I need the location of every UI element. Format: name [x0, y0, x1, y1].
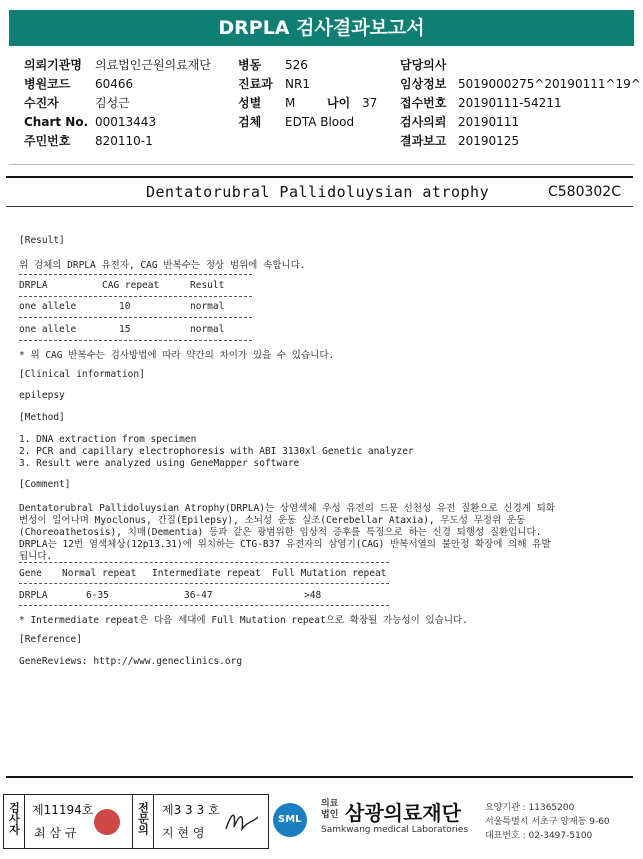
value-chart-no: 00013443 [95, 115, 157, 129]
org-address: 서울특별시 서초구 양재동 9-60 [485, 817, 610, 827]
org-name: 삼광의료재단 [345, 801, 461, 825]
result-table-bottom-rule [19, 340, 252, 341]
label-age: 나이 [327, 96, 351, 110]
label-patient: 수진자 [24, 96, 59, 110]
reference-header: [Reference] [19, 634, 82, 645]
value-resident-no: 820110-1 [95, 134, 153, 148]
info-col1 [24, 56, 88, 151]
label-hospital-code: 병원코드 [24, 77, 71, 91]
value-doctor [458, 56, 641, 75]
comment-line-1: Dentatorubral Pallidoluysian Atrophy(DRPLA)는 상염색체 우성 유전의 드문 선천성 유전 질환으로 신경계 퇴화 [19, 503, 556, 514]
value-patient: 김성근 [95, 96, 130, 110]
table-row-2-allele: one allele [19, 324, 77, 335]
method-item-3: 3. Result were analyzed using GeneMapper software [19, 458, 300, 469]
report-test-code: C580302C [548, 184, 621, 200]
specialist-license: 제3 3 3 호 [162, 803, 220, 817]
comment-line-2: 변성이 일어나며 Myoclonus, 간질(Epilepsy), 소뇌성 운동 실조(Cerebellar Ataxia), 무도성 무정위 운동 [19, 515, 526, 526]
label-clinical: 임상정보 [400, 77, 447, 91]
org-english-name: Samkwang medical Laboratories [321, 825, 469, 835]
info-age [327, 94, 377, 113]
value-ward: 526 [285, 58, 308, 72]
title-underline [6, 206, 633, 207]
result-col-drpla: DRPLA [19, 280, 48, 291]
label-sex: 성별 [238, 96, 262, 110]
method-item-1: 1. DNA extraction from specimen [19, 434, 197, 445]
report-test-name: Dentatorubral Pallidoluysian atrophy [146, 183, 490, 201]
result-col-result: Result [190, 280, 225, 291]
gene-table-header-rule [19, 583, 389, 584]
value-department: NR1 [285, 77, 310, 91]
inspector-label: 검사자 [7, 802, 21, 835]
inspector-name: 최 삼 규 [34, 826, 77, 840]
label-chart-no: Chart No. [24, 115, 89, 129]
result-col-cag: CAG repeat [102, 280, 160, 291]
info-divider [9, 164, 634, 165]
value-requested: 20190111 [458, 115, 520, 129]
inspector-license: 제11194호 [32, 803, 94, 817]
value-accession: 20190111-54211 [458, 96, 562, 110]
label-specimen: 검체 [238, 115, 262, 129]
gene-row-full: >48 [304, 590, 322, 601]
value-sex: M [285, 96, 296, 110]
result-text: 위 검체의 DRPLA 유전자, CAG 반복수는 정상 범위에 속합니다. [19, 260, 306, 271]
clinical-header: [Clinical information] [19, 369, 145, 380]
label-reported: 결과보고 [400, 134, 447, 148]
gene-col-full: Full Mutation repeat [272, 568, 387, 579]
method-item-2: 2. PCR and capillary electrophoresis with ABI 3130xl Genetic analyzer [19, 446, 414, 457]
value-institution: 의료법인근원의료재단 [95, 58, 211, 72]
clinical-text: epilepsy [19, 390, 65, 401]
comment-line-5: 됩니다. [19, 551, 53, 562]
value-reported: 20190125 [458, 134, 520, 148]
result-note: * 위 CAG 반복수는 검사방법에 따라 약간의 차이가 있을 수 있습니다. [19, 350, 335, 361]
specialist-label: 전문의 [136, 802, 150, 835]
inspector-seal-icon [94, 809, 120, 835]
sig-divider-1 [24, 795, 25, 848]
label-doctor: 담당의사 [400, 58, 447, 72]
label-institution: 의뢰기관명 [24, 58, 82, 72]
org-institution-code: 요양기관 : 11365200 [485, 803, 575, 813]
label-requested: 검사의뢰 [400, 115, 447, 129]
value-age: 37 [362, 96, 378, 110]
comment-header: [Comment] [19, 479, 71, 490]
gene-col-gene: Gene [19, 568, 42, 579]
value-hospital-code: 60466 [95, 77, 134, 91]
gene-col-intermediate: Intermediate repeat [152, 568, 261, 579]
gene-row-intermediate: 36-47 [184, 590, 213, 601]
value-specimen: EDTA Blood [285, 115, 355, 129]
value-clinical: 5019000275^20190111^19^ [458, 77, 641, 91]
lab-logo-icon: SML [273, 803, 307, 837]
gene-table-bottom-rule [19, 605, 389, 606]
info-col2 [238, 56, 273, 132]
gene-col-normal: Normal repeat [62, 568, 137, 579]
sig-divider-2 [132, 795, 133, 848]
report-title-banner: DRPLA 검사결과보고서 [9, 10, 634, 46]
result-table-top-rule [19, 274, 252, 275]
org-prefix: 의료법인 [321, 799, 339, 820]
report-body [6, 176, 633, 778]
table-row-1-cag: 10 [119, 301, 131, 312]
label-ward: 병동 [238, 58, 262, 72]
comment-line-3: (Choreoathetosis), 치매(Dementia) 등과 같은 광범위한 임상적 증후를 특징으로 하는 신경 퇴행성 질환입니다. [19, 527, 542, 538]
signature-icon [222, 807, 262, 837]
table-row-1-allele: one allele [19, 301, 77, 312]
specialist-name: 지 현 영 [162, 826, 205, 840]
gene-row-normal: 6-35 [86, 590, 109, 601]
reference-link[interactable]: GeneReviews: http://www.geneclinics.org [19, 656, 243, 667]
result-header: [Result] [19, 235, 65, 246]
info-col3 [400, 56, 446, 151]
table-row-2-cag: 15 [119, 324, 131, 335]
sig-divider-3 [153, 795, 154, 848]
result-row-rule [19, 317, 252, 318]
label-accession: 접수번호 [400, 96, 447, 110]
info-col3-values [458, 56, 641, 151]
info-col1-values [95, 56, 211, 151]
report-title-row [6, 178, 633, 204]
label-department: 진료과 [238, 77, 273, 91]
gene-table-top-rule [19, 562, 389, 563]
label-resident-no: 주민번호 [24, 134, 71, 148]
org-phone: 대표번호 : 02-3497-5100 [485, 831, 593, 841]
table-row-2-result: normal [190, 324, 225, 335]
result-table-header-rule [19, 296, 252, 297]
report-footer [3, 794, 639, 850]
method-header: [Method] [19, 412, 65, 423]
table-row-1-result: normal [190, 301, 225, 312]
signature-box [3, 794, 269, 849]
gene-row-gene: DRPLA [19, 590, 48, 601]
comment-line-4: DRPLA는 12번 염색체상(12p13.31)에 위치하는 CTG-B37 유전자의 삼염기(CAG) 반복서열의 불안정 확장에 의해 유발 [19, 539, 551, 550]
gene-note: * Intermediate repeat은 다음 세대에 Full Mutation repeat으로 확장될 가능성이 있습니다. [19, 615, 468, 626]
